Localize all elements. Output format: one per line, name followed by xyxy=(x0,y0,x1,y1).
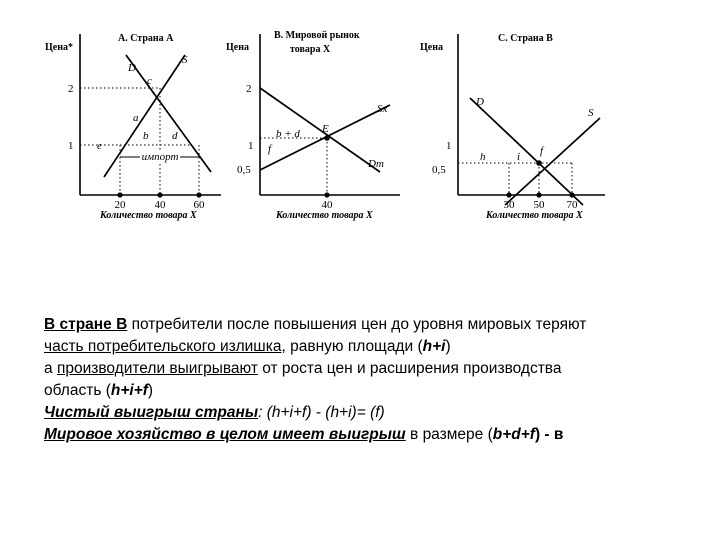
panel-c-x-tick-70: 70 xyxy=(566,199,578,211)
panel-c-area-i: i xyxy=(517,151,521,163)
panel-c-supply-label: S xyxy=(588,107,594,119)
panel-b-x-tick-40: 40 xyxy=(321,199,333,211)
text-line-2-mid: , равную площади ( xyxy=(281,338,423,355)
text-line-3-rest: от роста цен и расширения производства xyxy=(257,360,562,377)
text-line-3 xyxy=(44,358,694,380)
panel-a-area-c: c xyxy=(147,75,152,87)
panel-c-demand-label: D xyxy=(476,96,484,108)
panel-c-x-axis-label: Количество товара X xyxy=(486,210,583,221)
panel-b-supply-label: Sx xyxy=(377,103,388,115)
panel-b-title-line1: В. Мировой рынок xyxy=(274,30,360,41)
text-area-hi: h+i xyxy=(422,338,446,355)
panel-b-title-line2: товара X xyxy=(290,44,331,55)
panel-b-y-tick-05: 0,5 xyxy=(237,164,251,176)
text-line-6-mid: в размере ( xyxy=(405,426,493,443)
text-consumer-surplus: часть потребительского излишка xyxy=(44,338,282,355)
panel-b-area-bd: b + d xyxy=(276,128,300,140)
panel-c-x-tick-30: 30 xyxy=(503,199,515,211)
panel-a-x-dot-40 xyxy=(157,192,162,197)
text-line-2-end: ) xyxy=(445,338,451,355)
text-line-3-start: а xyxy=(44,360,57,377)
text-line-6-end: ) - в xyxy=(534,426,564,443)
panel-a-x-tick-40: 40 xyxy=(154,199,166,211)
panel-c-x-dot-70 xyxy=(569,192,574,197)
panel-a xyxy=(45,33,221,221)
text-producers-gain: производители выигрывают xyxy=(56,360,258,377)
panel-c-area-h: h xyxy=(480,151,486,163)
panel-a-x-dot-20 xyxy=(117,192,122,197)
panel-a-y-tick-1: 1 xyxy=(68,140,74,152)
text-area-hif: h+i+f xyxy=(110,382,148,399)
panel-a-x-tick-60: 60 xyxy=(193,199,205,211)
panel-a-area-b: b xyxy=(143,130,149,142)
panel-a-x-axis-label: Количество товара X xyxy=(100,210,197,221)
panel-a-area-e: e xyxy=(97,140,102,152)
text-net-gain: Чистый выигрыш страны xyxy=(44,404,259,421)
panel-b-equilibrium-label: E xyxy=(322,123,329,135)
panel-a-demand-label: D xyxy=(128,62,136,74)
text-line-2 xyxy=(44,336,694,358)
panel-b-y-tick-1: 1 xyxy=(248,140,254,152)
text-line-1 xyxy=(44,314,694,336)
panel-b-x-axis-label: Количество товара X xyxy=(276,210,373,221)
panel-b-y-axis-label: Цена xyxy=(226,42,249,53)
panel-a-y-tick-2: 2 xyxy=(68,83,74,95)
text-area-bdf: b+d+f xyxy=(492,426,535,443)
panel-a-y-axis-label: Цена* xyxy=(45,42,73,53)
economics-diagram xyxy=(0,0,720,240)
text-country-b: В стране В xyxy=(44,316,128,333)
panel-a-x-tick-20: 20 xyxy=(114,199,126,211)
panel-c-title: С. Страна В xyxy=(498,33,553,44)
text-line-5 xyxy=(44,402,694,424)
text-world-economy-gain: Мировое хозяйство в целом имеет выигрыш xyxy=(44,426,406,443)
panel-a-x-dot-60 xyxy=(196,192,201,197)
text-line-6 xyxy=(44,424,694,446)
panel-c-x-dot-50 xyxy=(536,192,541,197)
panel-a-area-d: d xyxy=(172,130,178,142)
panel-c-x-tick-50: 50 xyxy=(533,199,545,211)
panel-b-area-f: f xyxy=(268,143,272,155)
panel-a-import-label: импорт xyxy=(141,151,179,163)
text-net-gain-formula: : (h+i+f) - (h+i)= (f) xyxy=(258,404,385,421)
panel-a-supply-label: S xyxy=(182,54,188,66)
text-line-4-end: ) xyxy=(147,382,154,399)
panel-b-x-dot-40 xyxy=(324,192,329,197)
panel-c-x-dot-30 xyxy=(506,192,511,197)
text-line-4-start: область ( xyxy=(44,382,111,399)
text-line-1-rest: потребители после повышения цен до уровня мировых теряют xyxy=(127,316,587,333)
panel-c-y-axis-label: Цена xyxy=(420,42,443,53)
panel-c-intersection-dot xyxy=(536,160,542,166)
panel-b-y-tick-2: 2 xyxy=(246,83,252,95)
panel-c-y-tick-1: 1 xyxy=(446,140,452,152)
panel-b-equilibrium-dot xyxy=(324,135,330,141)
text-line-4 xyxy=(44,380,694,402)
panel-c-y-tick-05: 0,5 xyxy=(432,164,446,176)
panel-c-area-f: f xyxy=(540,145,544,157)
panel-c-demand-curve xyxy=(470,98,583,205)
panel-b-demand-label: Dm xyxy=(368,158,384,170)
panel-a-title: А. Страна А xyxy=(118,33,174,44)
panel-b xyxy=(226,30,400,221)
explanation-text xyxy=(44,314,694,446)
panel-a-area-a: a xyxy=(133,112,139,124)
panel-c xyxy=(420,33,605,221)
